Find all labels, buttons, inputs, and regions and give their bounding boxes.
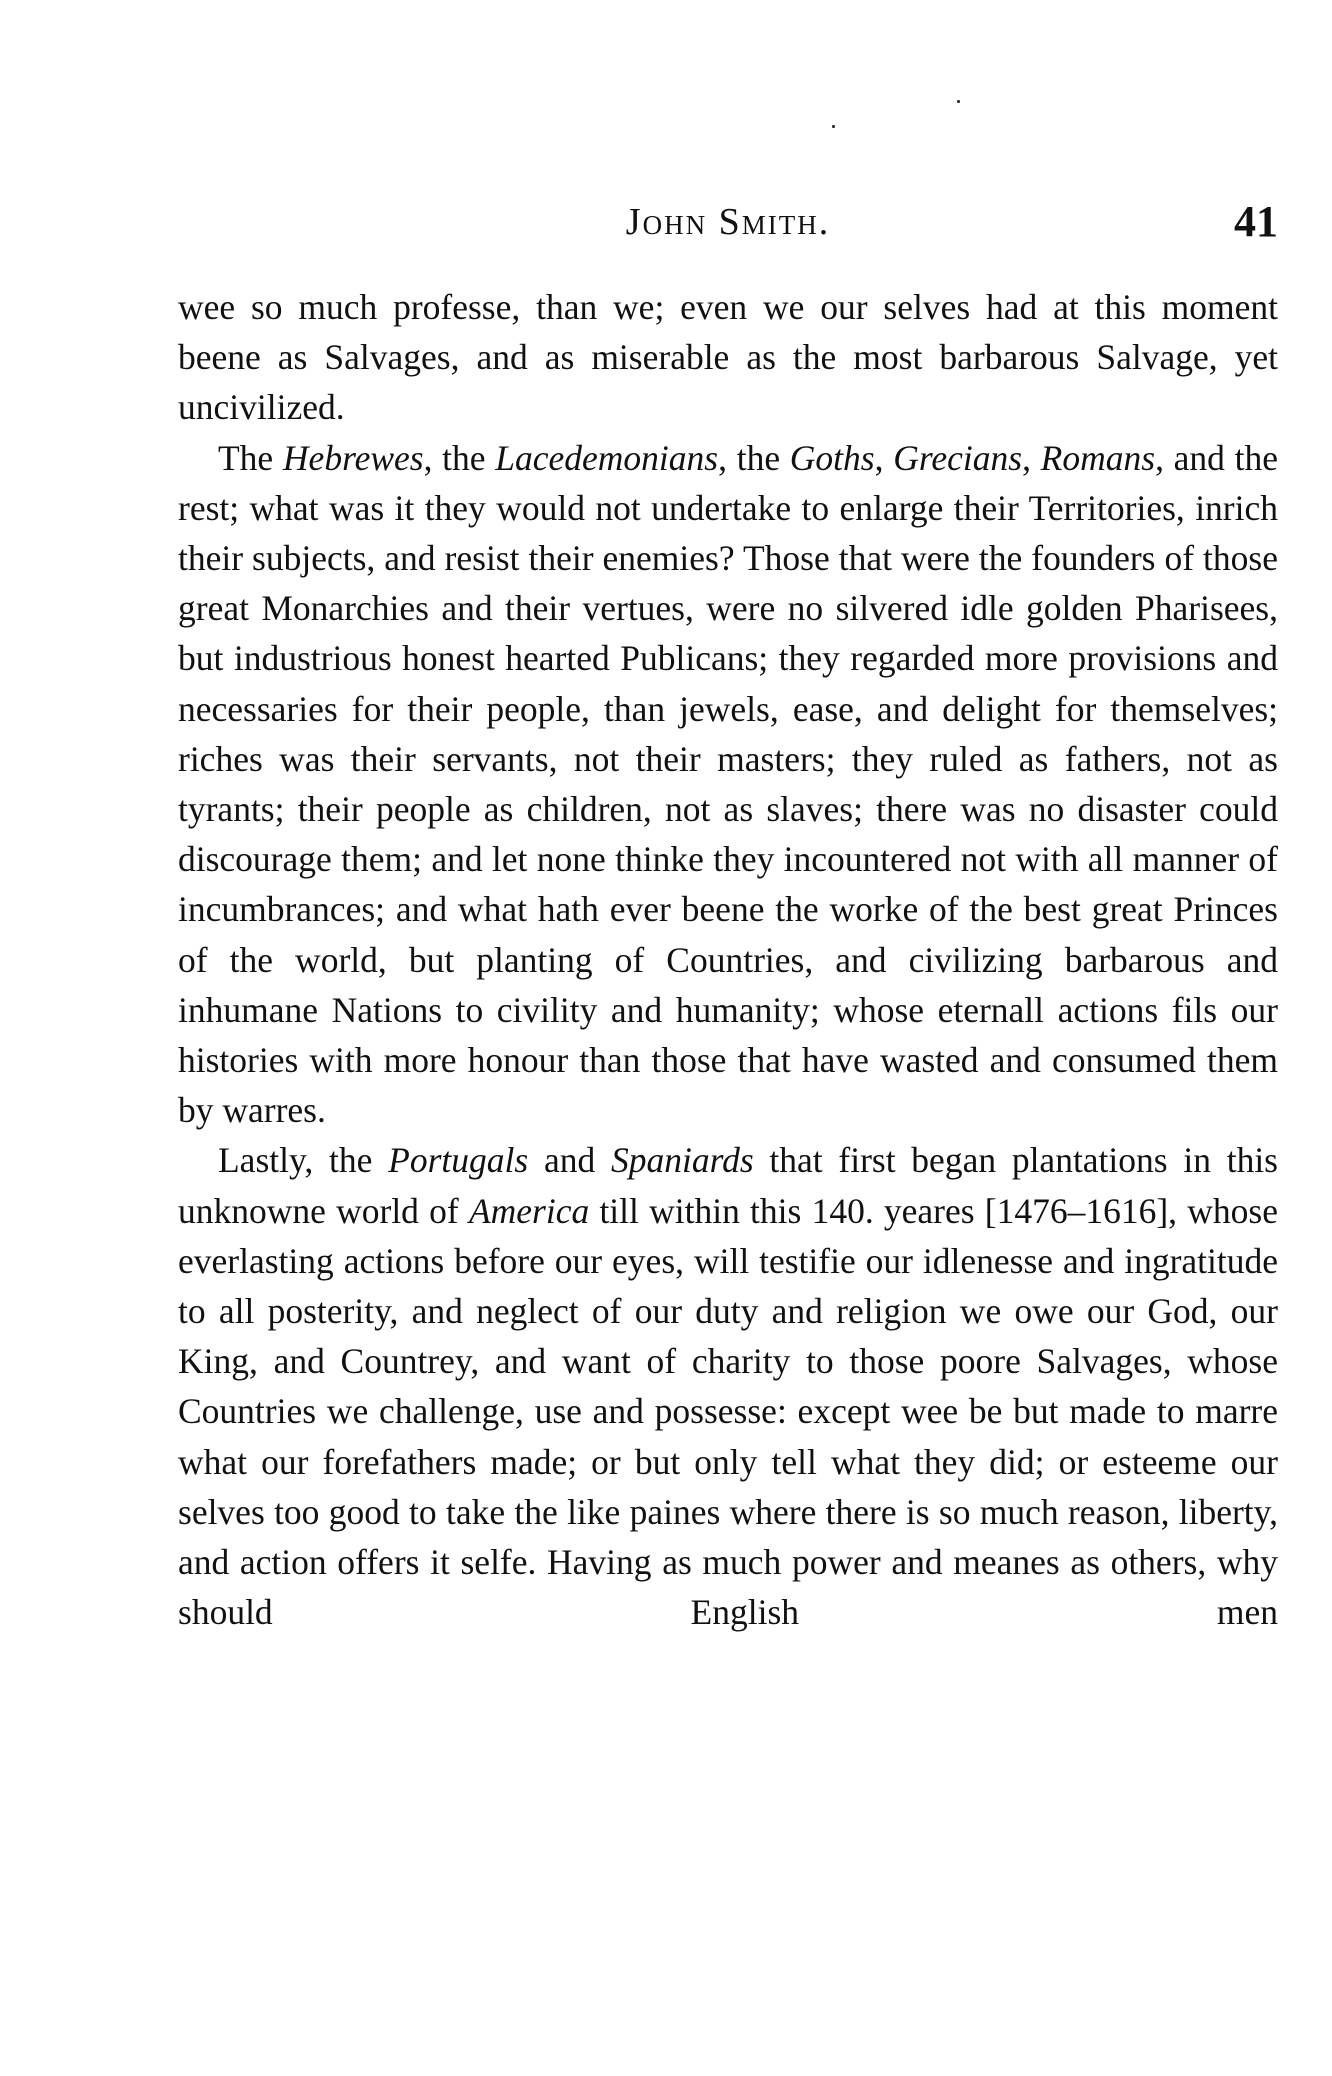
text-segment: that first began plantations in this unknowne world of: [178, 1140, 1278, 1231]
italic-term: Hebrewes: [282, 437, 424, 478]
running-title: John Smith.: [625, 201, 831, 243]
text-segment: Lastly, the: [218, 1140, 389, 1181]
text-segment: , the: [718, 437, 790, 478]
italic-term: Lacedemonians: [495, 437, 719, 478]
italic-term: Romans: [1040, 437, 1156, 478]
text-segment: ,: [1022, 437, 1041, 478]
text-segment: and: [528, 1140, 611, 1181]
print-speck: [832, 125, 835, 128]
text-segment: till within this 140. yeares [1476–1616], whose everlasting actions before our eyes, will testifie our idlenesse and ingratitude to all posterity, and neglect of our duty and religion we owe our God, our King, and Countrey, and want of charity to those poore Salvages, whose Countries we challenge, use and possesse: except wee be but made to marre what our forefathers made; or but only tell what they did; or esteeme our selves too good to take the like paines where there is so much reason, liberty, and action offers it selfe. Having as much power and meanes as others, why should English men: [178, 1190, 1278, 1633]
page-header: [178, 192, 1278, 252]
italic-term: Spaniards: [610, 1140, 754, 1181]
print-speck: [957, 100, 960, 103]
text-segment: , the: [423, 437, 496, 478]
italic-term: Goths: [789, 437, 875, 478]
paragraph: [178, 433, 1278, 1136]
italic-term: Portugals: [388, 1140, 529, 1181]
paragraph: [178, 1135, 1278, 1637]
text-segment: ,: [874, 437, 894, 478]
text-segment: wee so much professe, than we; even we our selves had at this moment beene as Salvages, and as miserable as the most barbarous Salvage, yet uncivilized.: [178, 287, 1278, 428]
italic-term: Grecians: [893, 437, 1023, 478]
body-text: [178, 282, 1278, 1637]
italic-term: America: [468, 1190, 590, 1231]
text-segment: The: [218, 437, 283, 478]
page-number: 41: [1234, 197, 1278, 246]
text-segment: , and the rest; what was it they would not undertake to enlarge their Territories, inrich their subjects, and resist their enemies? Those that were the founders of those great Monarchies and their vertues, were no silvered idle golden Pharisees, but industrious honest hearted Publicans; they regarded more provisions and necessaries for their people, than jewels, ease, and delight for themselves; riches was their servants, not their masters; they ruled as fathers, not as tyrants; their people as children, not as slaves; there was no disaster could discourage them; and let none thinke they incountered not with all manner of incumbrances; and what hath ever beene the worke of the best great Princes of the world, but planting of Countries, and civilizing barbarous and inhumane Nations to civility and humanity; whose eternall actions fils our histories with more honour than those that have wasted and consumed them by warres.: [178, 437, 1279, 1131]
paragraph: [178, 282, 1278, 433]
